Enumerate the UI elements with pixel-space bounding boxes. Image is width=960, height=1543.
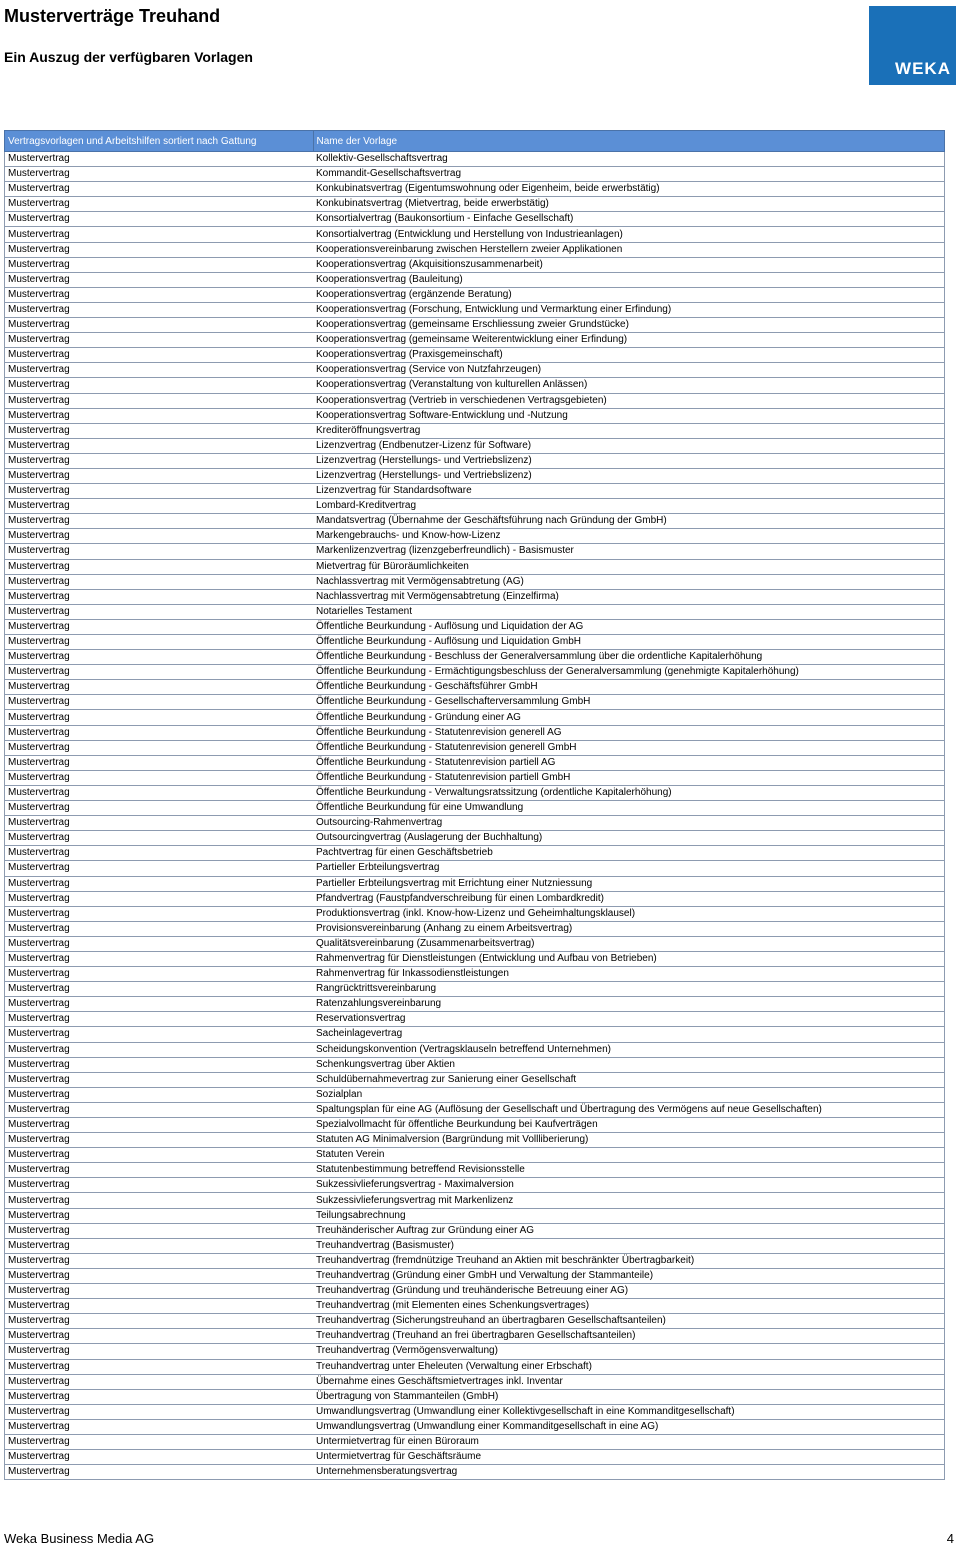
column-header-category: Vertragsvorlagen und Arbeitshilfen sortiert nach Gattung [5, 131, 314, 152]
category-cell: Mustervertrag [5, 1374, 314, 1389]
table-row [5, 816, 945, 831]
template-name-cell: Übernahme eines Geschäftsmietvertrages inkl. Inventar [313, 1374, 945, 1389]
category-cell: Mustervertrag [5, 650, 314, 665]
table-row [5, 906, 945, 921]
category-cell: Mustervertrag [5, 1299, 314, 1314]
template-name-cell: Sukzessivlieferungsvertrag mit Markenlizenz [313, 1193, 945, 1208]
template-name-cell: Markengebrauchs- und Know-how-Lizenz [313, 529, 945, 544]
template-name-cell: Konsortialvertrag (Entwicklung und Herstellung von Industrieanlagen) [313, 227, 945, 242]
category-cell: Mustervertrag [5, 318, 314, 333]
category-cell: Mustervertrag [5, 740, 314, 755]
template-name-cell: Kooperationsvertrag Software-Entwicklung und -Nutzung [313, 408, 945, 423]
table-row [5, 1012, 945, 1027]
category-cell: Mustervertrag [5, 1178, 314, 1193]
table-row [5, 152, 945, 167]
table-header-row [5, 131, 945, 152]
category-cell: Mustervertrag [5, 1193, 314, 1208]
template-name-cell: Partieller Erbteilungsvertrag mit Errichtung einer Nutzniessung [313, 876, 945, 891]
template-name-cell: Lizenzvertrag für Standardsoftware [313, 484, 945, 499]
template-name-cell: Notarielles Testament [313, 604, 945, 619]
table-row [5, 529, 945, 544]
category-cell: Mustervertrag [5, 785, 314, 800]
category-cell: Mustervertrag [5, 212, 314, 227]
table-row [5, 755, 945, 770]
template-name-cell: Markenlizenzvertrag (lizenzgeberfreundlich) - Basismuster [313, 544, 945, 559]
template-name-cell: Kollektiv-Gesellschaftsvertrag [313, 152, 945, 167]
category-cell: Mustervertrag [5, 574, 314, 589]
template-name-cell: Treuhandvertrag unter Eheleuten (Verwaltung einer Erbschaft) [313, 1359, 945, 1374]
template-name-cell: Kooperationsvertrag (Forschung, Entwicklung und Vermarktung einer Erfindung) [313, 302, 945, 317]
table-row [5, 363, 945, 378]
category-cell: Mustervertrag [5, 604, 314, 619]
table-row [5, 1148, 945, 1163]
category-cell: Mustervertrag [5, 891, 314, 906]
template-name-cell: Spaltungsplan für eine AG (Auflösung der Gesellschaft und Übertragung des Vermögens auf neue Gesellschaften) [313, 1102, 945, 1117]
table-row [5, 257, 945, 272]
template-name-cell: Öffentliche Beurkundung - Auflösung und Liquidation der AG [313, 619, 945, 634]
table-row [5, 982, 945, 997]
template-name-cell: Provisionsvereinbarung (Anhang zu einem Arbeitsvertrag) [313, 921, 945, 936]
template-name-cell: Ratenzahlungsvereinbarung [313, 997, 945, 1012]
category-cell: Mustervertrag [5, 1057, 314, 1072]
table-row [5, 891, 945, 906]
category-cell: Mustervertrag [5, 227, 314, 242]
page-subtitle: Ein Auszug der verfügbaren Vorlagen [4, 49, 253, 65]
category-cell: Mustervertrag [5, 1163, 314, 1178]
category-cell: Mustervertrag [5, 1389, 314, 1404]
table-row [5, 680, 945, 695]
table-row [5, 1057, 945, 1072]
category-cell: Mustervertrag [5, 1329, 314, 1344]
table-row [5, 453, 945, 468]
table-row [5, 468, 945, 483]
table-row [5, 242, 945, 257]
category-cell: Mustervertrag [5, 816, 314, 831]
category-cell: Mustervertrag [5, 906, 314, 921]
category-cell: Mustervertrag [5, 152, 314, 167]
table-row [5, 725, 945, 740]
category-cell: Mustervertrag [5, 770, 314, 785]
table-row [5, 1404, 945, 1419]
category-cell: Mustervertrag [5, 272, 314, 287]
table-row [5, 861, 945, 876]
category-cell: Mustervertrag [5, 257, 314, 272]
template-name-cell: Kooperationsvertrag (Akquisitionszusammenarbeit) [313, 257, 945, 272]
table-row [5, 876, 945, 891]
template-name-cell: Konkubinatsvertrag (Eigentumswohnung oder Eigenheim, beide erwerbstätig) [313, 182, 945, 197]
table-row [5, 348, 945, 363]
table-row [5, 197, 945, 212]
template-name-cell: Rangrücktrittsvereinbarung [313, 982, 945, 997]
template-name-cell: Öffentliche Beurkundung - Ermächtigungsbeschluss der Generalversammlung (genehmigte Kapitalerhöhung) [313, 665, 945, 680]
table-row [5, 740, 945, 755]
table-row [5, 167, 945, 182]
template-name-cell: Öffentliche Beurkundung - Statutenrevision generell GmbH [313, 740, 945, 755]
table-row [5, 1389, 945, 1404]
category-cell: Mustervertrag [5, 876, 314, 891]
table-row [5, 514, 945, 529]
category-cell: Mustervertrag [5, 514, 314, 529]
template-name-cell: Treuhandvertrag (mit Elementen eines Schenkungsvertrages) [313, 1299, 945, 1314]
category-cell: Mustervertrag [5, 1450, 314, 1465]
category-cell: Mustervertrag [5, 408, 314, 423]
category-cell: Mustervertrag [5, 484, 314, 499]
category-cell: Mustervertrag [5, 333, 314, 348]
category-cell: Mustervertrag [5, 1434, 314, 1449]
category-cell: Mustervertrag [5, 589, 314, 604]
table-row [5, 333, 945, 348]
weka-logo [869, 6, 956, 85]
table-row [5, 227, 945, 242]
table-row [5, 1087, 945, 1102]
category-cell: Mustervertrag [5, 544, 314, 559]
template-name-cell: Umwandlungsvertrag (Umwandlung einer Kommanditgesellschaft in eine AG) [313, 1419, 945, 1434]
template-name-cell: Übertragung von Stammanteilen (GmbH) [313, 1389, 945, 1404]
template-name-cell: Lombard-Kreditvertrag [313, 499, 945, 514]
category-cell: Mustervertrag [5, 378, 314, 393]
table-row [5, 1465, 945, 1480]
template-name-cell: Öffentliche Beurkundung - Verwaltungsratssitzung (ordentliche Kapitalerhöhung) [313, 785, 945, 800]
table-row [5, 1102, 945, 1117]
table-row [5, 1027, 945, 1042]
category-cell: Mustervertrag [5, 695, 314, 710]
table-row [5, 1163, 945, 1178]
page-title: Musterverträge Treuhand [4, 6, 221, 26]
table-row [5, 1042, 945, 1057]
template-name-cell: Statutenbestimmung betreffend Revisionsstelle [313, 1163, 945, 1178]
table-row [5, 1072, 945, 1087]
category-cell: Mustervertrag [5, 1133, 314, 1148]
category-cell: Mustervertrag [5, 1042, 314, 1057]
template-name-cell: Lizenzvertrag (Herstellungs- und Vertriebslizenz) [313, 468, 945, 483]
template-name-cell: Treuhandvertrag (Basismuster) [313, 1238, 945, 1253]
category-cell: Mustervertrag [5, 921, 314, 936]
table-row [5, 650, 945, 665]
table-row [5, 1178, 945, 1193]
table-row [5, 393, 945, 408]
category-cell: Mustervertrag [5, 861, 314, 876]
template-name-cell: Kooperationsvertrag (Veranstaltung von kulturellen Anlässen) [313, 378, 945, 393]
template-name-cell: Untermietvertrag für Geschäftsräume [313, 1450, 945, 1465]
table-row [5, 921, 945, 936]
templates-table [4, 130, 945, 1480]
table-row [5, 967, 945, 982]
category-cell: Mustervertrag [5, 755, 314, 770]
table-row [5, 635, 945, 650]
table-row [5, 1253, 945, 1268]
table-row [5, 378, 945, 393]
category-cell: Mustervertrag [5, 167, 314, 182]
template-name-cell: Untermietvertrag für einen Büroraum [313, 1434, 945, 1449]
template-name-cell: Umwandlungsvertrag (Umwandlung einer Kollektivgesellschaft in eine Kommanditgesellschaft) [313, 1404, 945, 1419]
category-cell: Mustervertrag [5, 242, 314, 257]
table-row [5, 1419, 945, 1434]
table-row [5, 182, 945, 197]
template-name-cell: Kooperationsvertrag (gemeinsame Weiterentwicklung einer Erfindung) [313, 333, 945, 348]
table-row [5, 1284, 945, 1299]
table-row [5, 302, 945, 317]
category-cell: Mustervertrag [5, 393, 314, 408]
table-row [5, 408, 945, 423]
category-cell: Mustervertrag [5, 302, 314, 317]
table-row [5, 1314, 945, 1329]
template-name-cell: Mandatsvertrag (Übernahme der Geschäftsführung nach Gründung der GmbH) [313, 514, 945, 529]
category-cell: Mustervertrag [5, 1072, 314, 1087]
category-cell: Mustervertrag [5, 635, 314, 650]
table-row [5, 710, 945, 725]
template-name-cell: Öffentliche Beurkundung - Statutenrevision generell AG [313, 725, 945, 740]
table-row [5, 1450, 945, 1465]
table-body [5, 152, 945, 1480]
template-name-cell: Scheidungskonvention (Vertragsklauseln betreffend Unternehmen) [313, 1042, 945, 1057]
category-cell: Mustervertrag [5, 559, 314, 574]
table-row [5, 1268, 945, 1283]
category-cell: Mustervertrag [5, 453, 314, 468]
category-cell: Mustervertrag [5, 499, 314, 514]
table-row [5, 1374, 945, 1389]
category-cell: Mustervertrag [5, 1208, 314, 1223]
template-name-cell: Produktionsvertrag (inkl. Know-how-Lizenz und Geheimhaltungsklausel) [313, 906, 945, 921]
table-row [5, 1238, 945, 1253]
table-row [5, 438, 945, 453]
template-name-cell: Öffentliche Beurkundung - Statutenrevision partiell GmbH [313, 770, 945, 785]
template-name-cell: Rahmenvertrag für Dienstleistungen (Entwicklung und Aufbau von Betrieben) [313, 951, 945, 966]
table-row [5, 997, 945, 1012]
category-cell: Mustervertrag [5, 1359, 314, 1374]
category-cell: Mustervertrag [5, 287, 314, 302]
category-cell: Mustervertrag [5, 1223, 314, 1238]
template-name-cell: Treuhandvertrag (Sicherungstreuhand an übertragbaren Gesellschaftsanteilen) [313, 1314, 945, 1329]
template-name-cell: Teilungsabrechnung [313, 1208, 945, 1223]
template-name-cell: Kooperationsvereinbarung zwischen Herstellern zweier Applikationen [313, 242, 945, 257]
category-cell: Mustervertrag [5, 619, 314, 634]
table-row [5, 604, 945, 619]
template-name-cell: Qualitätsvereinbarung (Zusammenarbeitsvertrag) [313, 936, 945, 951]
template-name-cell: Kooperationsvertrag (ergänzende Beratung) [313, 287, 945, 302]
template-name-cell: Konkubinatsvertrag (Mietvertrag, beide erwerbstätig) [313, 197, 945, 212]
page-number: 4 [946, 1531, 954, 1543]
template-name-cell: Sozialplan [313, 1087, 945, 1102]
template-name-cell: Nachlassvertrag mit Vermögensabtretung (Einzelfirma) [313, 589, 945, 604]
category-cell: Mustervertrag [5, 951, 314, 966]
category-cell: Mustervertrag [5, 438, 314, 453]
template-name-cell: Treuhandvertrag (Treuhand an frei übertragbaren Gesellschaftsanteilen) [313, 1329, 945, 1344]
template-name-cell: Konsortialvertrag (Baukonsortium - Einfache Gesellschaft) [313, 212, 945, 227]
template-name-cell: Mietvertrag für Büroräumlichkeiten [313, 559, 945, 574]
table-row [5, 318, 945, 333]
template-name-cell: Kooperationsvertrag (Service von Nutzfahrzeugen) [313, 363, 945, 378]
table-row [5, 1223, 945, 1238]
template-name-cell: Öffentliche Beurkundung - Gesellschafterversammlung GmbH [313, 695, 945, 710]
template-name-cell: Treuhandvertrag (Gründung einer GmbH und Verwaltung der Stammanteile) [313, 1268, 945, 1283]
template-name-cell: Öffentliche Beurkundung - Beschluss der Generalversammlung über die ordentliche Kapitalerhöhung [313, 650, 945, 665]
category-cell: Mustervertrag [5, 710, 314, 725]
table-row [5, 499, 945, 514]
table-row [5, 272, 945, 287]
template-name-cell: Kommandit-Gesellschaftsvertrag [313, 167, 945, 182]
category-cell: Mustervertrag [5, 1027, 314, 1042]
template-name-cell: Lizenzvertrag (Herstellungs- und Vertriebslizenz) [313, 453, 945, 468]
template-name-cell: Sacheinlagevertrag [313, 1027, 945, 1042]
category-cell: Mustervertrag [5, 665, 314, 680]
footer-company: Weka Business Media AG [4, 1531, 155, 1543]
template-name-cell: Statuten AG Minimalversion (Bargründung mit Vollliberierung) [313, 1133, 945, 1148]
template-name-cell: Statuten Verein [313, 1148, 945, 1163]
table-row [5, 619, 945, 634]
table-row [5, 846, 945, 861]
category-cell: Mustervertrag [5, 846, 314, 861]
table-row [5, 1344, 945, 1359]
category-cell: Mustervertrag [5, 1284, 314, 1299]
table-row [5, 831, 945, 846]
table-row [5, 589, 945, 604]
table-row [5, 212, 945, 227]
category-cell: Mustervertrag [5, 967, 314, 982]
template-name-cell: Treuhandvertrag (fremdnützige Treuhand an Aktien mit beschränkter Übertragbarkeit) [313, 1253, 945, 1268]
table-row [5, 287, 945, 302]
table-row [5, 785, 945, 800]
template-name-cell: Öffentliche Beurkundung - Geschäftsführer GmbH [313, 680, 945, 695]
template-name-cell: Kooperationsvertrag (Praxisgemeinschaft) [313, 348, 945, 363]
category-cell: Mustervertrag [5, 1238, 314, 1253]
template-name-cell: Pachtvertrag für einen Geschäftsbetrieb [313, 846, 945, 861]
table-row [5, 574, 945, 589]
table-row [5, 1208, 945, 1223]
template-name-cell: Reservationsvertrag [313, 1012, 945, 1027]
table-row [5, 801, 945, 816]
template-name-cell: Öffentliche Beurkundung - Auflösung und Liquidation GmbH [313, 635, 945, 650]
template-name-cell: Spezialvollmacht für öffentliche Beurkundung bei Kaufverträgen [313, 1118, 945, 1133]
category-cell: Mustervertrag [5, 468, 314, 483]
template-name-cell: Partieller Erbteilungsvertrag [313, 861, 945, 876]
category-cell: Mustervertrag [5, 982, 314, 997]
template-name-cell: Unternehmensberatungsvertrag [313, 1465, 945, 1480]
table-row [5, 544, 945, 559]
category-cell: Mustervertrag [5, 1148, 314, 1163]
category-cell: Mustervertrag [5, 1419, 314, 1434]
table-row [5, 1133, 945, 1148]
column-header-name: Name der Vorlage [313, 131, 945, 152]
template-name-cell: Treuhandvertrag (Vermögensverwaltung) [313, 1344, 945, 1359]
template-name-cell: Rahmenvertrag für Inkassodienstleistungen [313, 967, 945, 982]
category-cell: Mustervertrag [5, 1012, 314, 1027]
template-name-cell: Outsourcingvertrag (Auslagerung der Buchhaltung) [313, 831, 945, 846]
category-cell: Mustervertrag [5, 1102, 314, 1117]
category-cell: Mustervertrag [5, 1344, 314, 1359]
category-cell: Mustervertrag [5, 182, 314, 197]
category-cell: Mustervertrag [5, 1087, 314, 1102]
category-cell: Mustervertrag [5, 997, 314, 1012]
table-row [5, 559, 945, 574]
category-cell: Mustervertrag [5, 423, 314, 438]
category-cell: Mustervertrag [5, 1253, 314, 1268]
template-name-cell: Lizenzvertrag (Endbenutzer-Lizenz für Software) [313, 438, 945, 453]
table-row [5, 665, 945, 680]
template-name-cell: Öffentliche Beurkundung - Statutenrevision partiell AG [313, 755, 945, 770]
table-row [5, 770, 945, 785]
category-cell: Mustervertrag [5, 1314, 314, 1329]
category-cell: Mustervertrag [5, 1118, 314, 1133]
category-cell: Mustervertrag [5, 363, 314, 378]
template-name-cell: Kooperationsvertrag (Bauleitung) [313, 272, 945, 287]
template-name-cell: Kooperationsvertrag (Vertrieb in verschiedenen Vertragsgebieten) [313, 393, 945, 408]
category-cell: Mustervertrag [5, 348, 314, 363]
template-name-cell: Treuhänderischer Auftrag zur Gründung einer AG [313, 1223, 945, 1238]
table-row [5, 1118, 945, 1133]
template-name-cell: Schenkungsvertrag über Aktien [313, 1057, 945, 1072]
table-row [5, 1329, 945, 1344]
template-name-cell: Nachlassvertrag mit Vermögensabtretung (AG) [313, 574, 945, 589]
category-cell: Mustervertrag [5, 936, 314, 951]
template-name-cell: Pfandvertrag (Faustpfandverschreibung für einen Lombardkredit) [313, 891, 945, 906]
category-cell: Mustervertrag [5, 197, 314, 212]
table-row [5, 936, 945, 951]
table-row [5, 1299, 945, 1314]
category-cell: Mustervertrag [5, 1465, 314, 1480]
table-row [5, 484, 945, 499]
category-cell: Mustervertrag [5, 831, 314, 846]
logo-text: WEKA [895, 59, 951, 78]
template-name-cell: Treuhandvertrag (Gründung und treuhänderische Betreuung einer AG) [313, 1284, 945, 1299]
template-name-cell: Sukzessivlieferungsvertrag - Maximalversion [313, 1178, 945, 1193]
template-name-cell: Öffentliche Beurkundung für eine Umwandlung [313, 801, 945, 816]
category-cell: Mustervertrag [5, 1404, 314, 1419]
table-row [5, 695, 945, 710]
template-name-cell: Outsourcing-Rahmenvertrag [313, 816, 945, 831]
category-cell: Mustervertrag [5, 680, 314, 695]
template-name-cell: Krediteröffnungsvertrag [313, 423, 945, 438]
table-row [5, 951, 945, 966]
category-cell: Mustervertrag [5, 801, 314, 816]
category-cell: Mustervertrag [5, 725, 314, 740]
template-name-cell: Kooperationsvertrag (gemeinsame Erschliessung zweier Grundstücke) [313, 318, 945, 333]
template-name-cell: Schuldübernahmevertrag zur Sanierung einer Gesellschaft [313, 1072, 945, 1087]
table-row [5, 423, 945, 438]
template-name-cell: Öffentliche Beurkundung - Gründung einer AG [313, 710, 945, 725]
table-row [5, 1434, 945, 1449]
table-row [5, 1193, 945, 1208]
table-row [5, 1359, 945, 1374]
category-cell: Mustervertrag [5, 529, 314, 544]
category-cell: Mustervertrag [5, 1268, 314, 1283]
